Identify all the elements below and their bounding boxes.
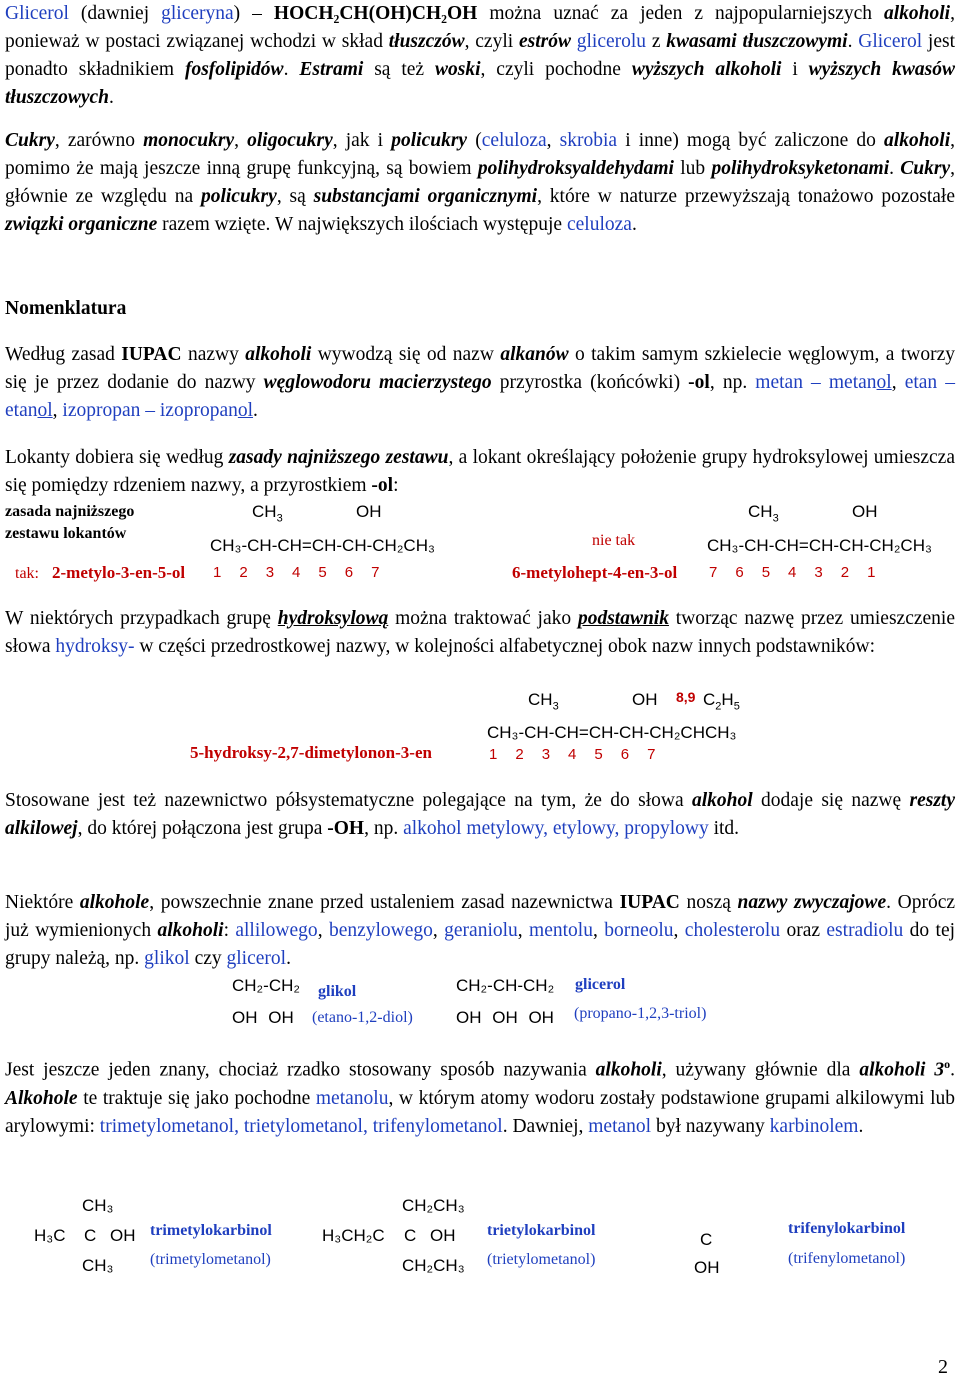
link-alkohol-metylowy[interactable]: alkohol metylowy, etylowy, propylowy [403, 818, 709, 839]
link-mentolu[interactable]: mentolu [529, 920, 593, 941]
paragraph-glicerol: Glicerol (dawniej gliceryna) – HOCH₂CH(OH)CH₂OH można uznać za jeden z najpopularniejszych alkoholi, ponieważ w postaci związanej wchodzi w skład tłuszczów, czyli estrów glicerolu z kwasami tłuszczowymi. Glicerol jest ponadto składnikiem fosfolipidów. Estrami są też woski, czyli pochodne wyższych alkoholi i wyższych kwasów tłuszczowych. [5, 3, 956, 108]
link-borneolu[interactable]: borneolu [604, 920, 674, 941]
glikol-chain: CH₂-CH₂ [232, 976, 300, 995]
trietyl-bottom: CH₂CH₃ [402, 1256, 465, 1275]
link-glicerol-2[interactable]: Glicerol [858, 31, 923, 52]
trietyl-left: H₃CH₂C [322, 1226, 385, 1245]
link-glicerol-3[interactable]: glicerol [226, 948, 287, 969]
link-etanol[interactable]: etan – etanol [5, 372, 956, 421]
page-number: 2 [938, 1356, 948, 1378]
trietyl-sys: (trietylometanol) [487, 1251, 596, 1268]
paragraph-zwyczajowe: Niektóre alkohole, powszechnie znane przed ustaleniem zasad nazewnictwa IUPAC noszą nazwy zwyczajowe. Oprócz już wymienionych alkoholi: allilowego, benzylowego, geraniolu, mentolu, borneolu, cholesterolu oraz estradiolu do tej grupy należą, np. glikol czy glicerol. [5, 892, 956, 969]
link-celuloza-2[interactable]: celuloza [566, 214, 632, 235]
section-heading: Nomenklatura [5, 298, 127, 319]
link-metanol[interactable]: metan – metanol [755, 372, 892, 393]
formula-glicerol: HOCH₂CH(OH)CH₂OH [273, 3, 478, 24]
trietyl-top: CH₂CH₃ [402, 1196, 465, 1215]
link-izopropanol[interactable]: izopropan – izopropanol [62, 400, 254, 421]
label-zasada: zasada najniższego [5, 503, 135, 520]
paragraph-lokanty: Lokanty dobiera się według zasady najniższego zestawu, a lokant określający położenie grupy hydroksylowej umieszcza się pomiędzy rdzeniem nazwy, a przyrostkiem -ol: [5, 447, 955, 496]
link-karbinol-names[interactable]: trimetylometanol, trietylometanol, trifenylometanol [99, 1115, 503, 1137]
link-hydroksy[interactable]: hydroksy- [55, 636, 135, 657]
glikol-sys: (etano-1,2-diol) [312, 1009, 413, 1026]
hydroksy-chain: CH₃-CH-CH=CH-CH-CH₂CHCH₃ [487, 723, 737, 742]
hydroksy-oh: OH [632, 690, 658, 709]
main-chain-b: CH₃-CH-CH=CH-CH-CH₂CH₃ [707, 536, 932, 555]
trimetyl-left: H₃C [34, 1226, 66, 1245]
link-metanol-2[interactable]: metanol [588, 1115, 652, 1137]
paragraph-polsystematyczne: Stosowane jest też nazewnictwo półsystematyczne polegające na tym, że do słowa alkohol dodaje się nazwę reszty alkilowej, do której połączona jest grupa -OH, np. alkohol metylowy, etylowy, propylowy itd. [5, 790, 956, 839]
label-nie-tak: nie tak [592, 532, 636, 549]
link-benzylowego[interactable]: benzylowego [328, 920, 433, 941]
trietyl-c: C [404, 1226, 417, 1245]
paragraph-karbinol: Jest jeszcze jeden znany, chociaż rzadko stosowany sposób nazywania alkoholi, używany głównie dla alkoholi 3$^o$. Alkohole te traktuje się jako pochodne metanolu, w którym atomy wodoru zostały podstawione grupami alkilowymi lub arylowymi: trimetylometanol, trietylometanol, trifenylometanol. Dawniej, metanol był nazywany karbinolem. [5, 1057, 955, 1137]
trifenyl-oh: OH [694, 1258, 720, 1277]
glikol-name: glikol [318, 983, 357, 1000]
link-glicerolu[interactable]: glicerolu [576, 31, 647, 52]
link-cholesterolu[interactable]: cholesterolu [684, 920, 781, 941]
substituent-ch3: $CH_3$ [252, 502, 283, 525]
hydroksy-89: 8,9 [676, 689, 696, 705]
trimetyl-name: trimetylokarbinol [150, 1222, 272, 1239]
trimetyl-sys: (trimetylometanol) [150, 1251, 271, 1268]
glikol-oh: OH OH [232, 1008, 294, 1027]
trimetyl-c: C [84, 1226, 97, 1245]
trimetyl-bottom: CH₃ [82, 1256, 114, 1275]
link-gliceryna[interactable]: gliceryna [161, 3, 234, 24]
link-geraniolu[interactable]: geraniolu [444, 920, 518, 941]
trifenyl-c: C [700, 1230, 713, 1249]
glicerol-name: glicerol [575, 976, 626, 993]
paragraph-iupac: Według zasad IUPAC nazwy alkoholi wywodzą się od nazw alkanów o takim samym szkielecie węglowym, a tworzy się je przez dodanie do nazwy węglowodoru macierzystego przyrostka (końcówki) -ol, np. metan – metanol, etan – etanol, izopropan – izopropanol. [5, 344, 956, 421]
substituent-oh: OH [356, 502, 382, 521]
name-incorrect: 6-metylohept-4-en-3-ol [512, 563, 678, 582]
link-metanolu[interactable]: metanolu [315, 1087, 389, 1109]
glicerol-chain: CH₂-CH-CH₂ [456, 976, 555, 995]
link-celuloza[interactable]: celuloza [481, 130, 547, 151]
link-glicerol[interactable]: Glicerol [5, 3, 69, 24]
hydroksy-locants: 1 2 3 4 5 6 7 [489, 746, 656, 763]
main-chain: CH₃-CH-CH=CH-CH-CH₂CH₃ [210, 536, 435, 555]
trimetyl-top: CH₃ [82, 1196, 114, 1215]
hydroksy-c2h5: $C_2H_5$ [703, 690, 740, 713]
hydroksy-ch3: $CH_3$ [528, 690, 559, 713]
paragraph-cukry: Cukry, zarówno monocukry, oligocukry, jak i policukry (celuloza, skrobia i inne) mogą być zaliczone do alkoholi, pomimo że mają jeszcze inną grupę funkcyjną, są bowiem polihydroksyaldehydami lub polihydroksyketonami. Cukry, głównie ze względu na policukry, są substancjami organicznymi, które w naturze przewyższają tonażowo pozostałe związki organiczne razem wzięte. W największych ilościach występuje celuloza. [5, 130, 956, 235]
link-estradiolu[interactable]: estradiolu [826, 920, 904, 941]
hydroksy-name: 5-hydroksy-2,7-dimetylonon-3-en [190, 743, 432, 762]
link-allilowego[interactable]: allilowego [235, 920, 318, 941]
glicerol-sys: (propano-1,2,3-triol) [574, 1005, 707, 1022]
label-zestawu: zestawu lokantów [5, 525, 127, 542]
glicerol-oh: OH OH OH [456, 1008, 554, 1027]
trietyl-oh: OH [430, 1226, 456, 1245]
trietyl-name: trietylokarbinol [487, 1222, 596, 1239]
name-correct: 2-metylo-3-en-5-ol [52, 563, 186, 582]
substituent-oh-b: OH [852, 502, 878, 521]
substituent-ch3-b: $CH_3$ [748, 502, 779, 525]
paragraph-hydroksy: W niektórych przypadkach grupę hydroksylową można traktować jako podstawnik tworząc nazwę przez umieszczenie słowa hydroksy- w części przedrostkowej nazwy, w kolejności alfabetycznej obok nazw innych podstawników: [5, 608, 955, 657]
trifenyl-sys: (trifenylometanol) [788, 1250, 906, 1267]
trimetyl-oh: OH [110, 1226, 136, 1245]
link-glikol[interactable]: glikol [144, 948, 190, 969]
locants-correct: 1 2 3 4 5 6 7 [213, 564, 380, 581]
link-skrobia[interactable]: skrobia [559, 130, 618, 151]
link-karbinolem[interactable]: karbinolem [769, 1115, 859, 1137]
locants-incorrect: 7 6 5 4 3 2 1 [709, 564, 876, 581]
label-tak: tak: [15, 565, 39, 582]
trifenyl-name: trifenylokarbinol [788, 1220, 906, 1237]
